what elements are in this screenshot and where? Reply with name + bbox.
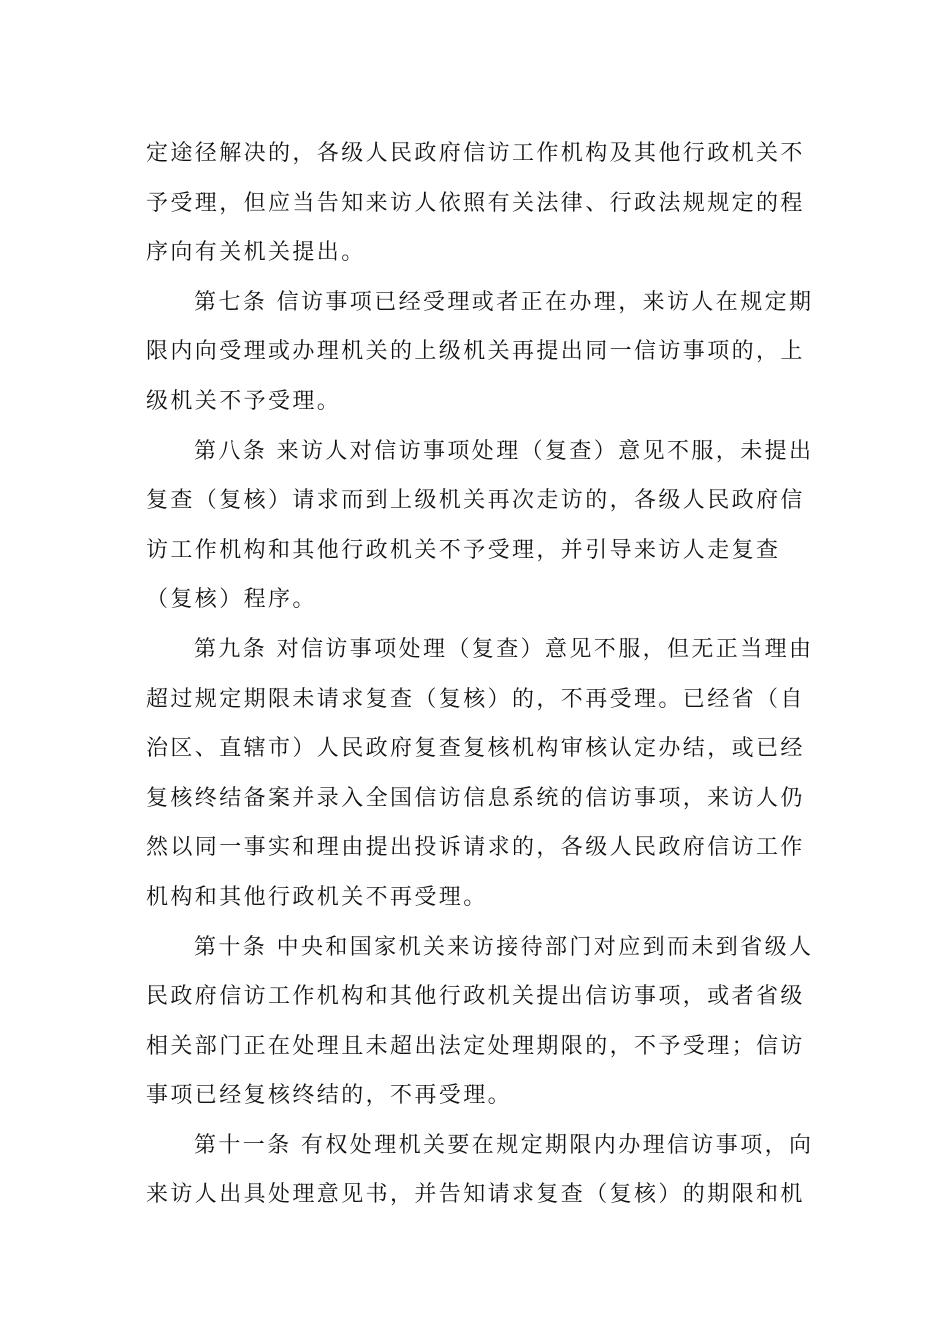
text-line: 超过规定期限未请求复查（复核）的，不再受理。已经省（自 bbox=[146, 686, 805, 712]
text-line: 限内向受理或办理机关的上级机关再提出同一信访事项的，上 bbox=[146, 339, 805, 365]
text-line: 级机关不予受理。 bbox=[146, 388, 342, 414]
article-7-first-line: 第七条 信访事项已经受理或者正在办理，来访人在规定期 bbox=[194, 289, 814, 315]
article-11-first-line: 第十一条 有权处理机关要在规定期限内办理信访事项，向 bbox=[194, 1132, 814, 1158]
document-body bbox=[146, 129, 814, 1220]
text-line: 机构和其他行政机关不再受理。 bbox=[146, 884, 488, 910]
text-line: 复查（复核）请求而到上级机关再次走访的，各级人民政府信 bbox=[146, 488, 805, 514]
text-line: 定途径解决的，各级人民政府信访工作机构及其他行政机关不 bbox=[146, 141, 805, 166]
text-line: 治区、直辖市）人民政府复查复核机构审核认定办结，或已经 bbox=[146, 736, 805, 762]
article-9-first-line: 第九条 对信访事项处理（复查）意见不服，但无正当理由 bbox=[194, 636, 814, 662]
text-line: 然以同一事实和理由提出投诉请求的，各级人民政府信访工作 bbox=[146, 835, 805, 861]
article-10-first-line: 第十条 中央和国家机关来访接待部门对应到而未到省级人 bbox=[194, 934, 814, 960]
text-line: （复核）程序。 bbox=[146, 587, 317, 613]
text-line: 事项已经复核终结的，不再受理。 bbox=[146, 1083, 513, 1109]
text-line: 来访人出具处理意见书，并告知请求复查（复核）的期限和机 bbox=[146, 1182, 805, 1208]
text-line: 民政府信访工作机构和其他行政机关提出信访事项，或者省级 bbox=[146, 984, 805, 1010]
article-8-first-line: 第八条 来访人对信访事项处理（复查）意见不服，未提出 bbox=[194, 438, 814, 464]
text-line: 予受理，但应当告知来访人依照有关法律、行政法规规定的程 bbox=[146, 190, 805, 216]
text-line: 相关部门正在处理且未超出法定处理期限的，不予受理；信访 bbox=[146, 1033, 805, 1059]
text-line: 序向有关机关提出。 bbox=[146, 240, 366, 266]
text-line: 复核终结备案并录入全国信访信息系统的信访事项，来访人仍 bbox=[146, 785, 805, 811]
text-line: 访工作机构和其他行政机关不予受理，并引导来访人走复查 bbox=[146, 537, 781, 563]
